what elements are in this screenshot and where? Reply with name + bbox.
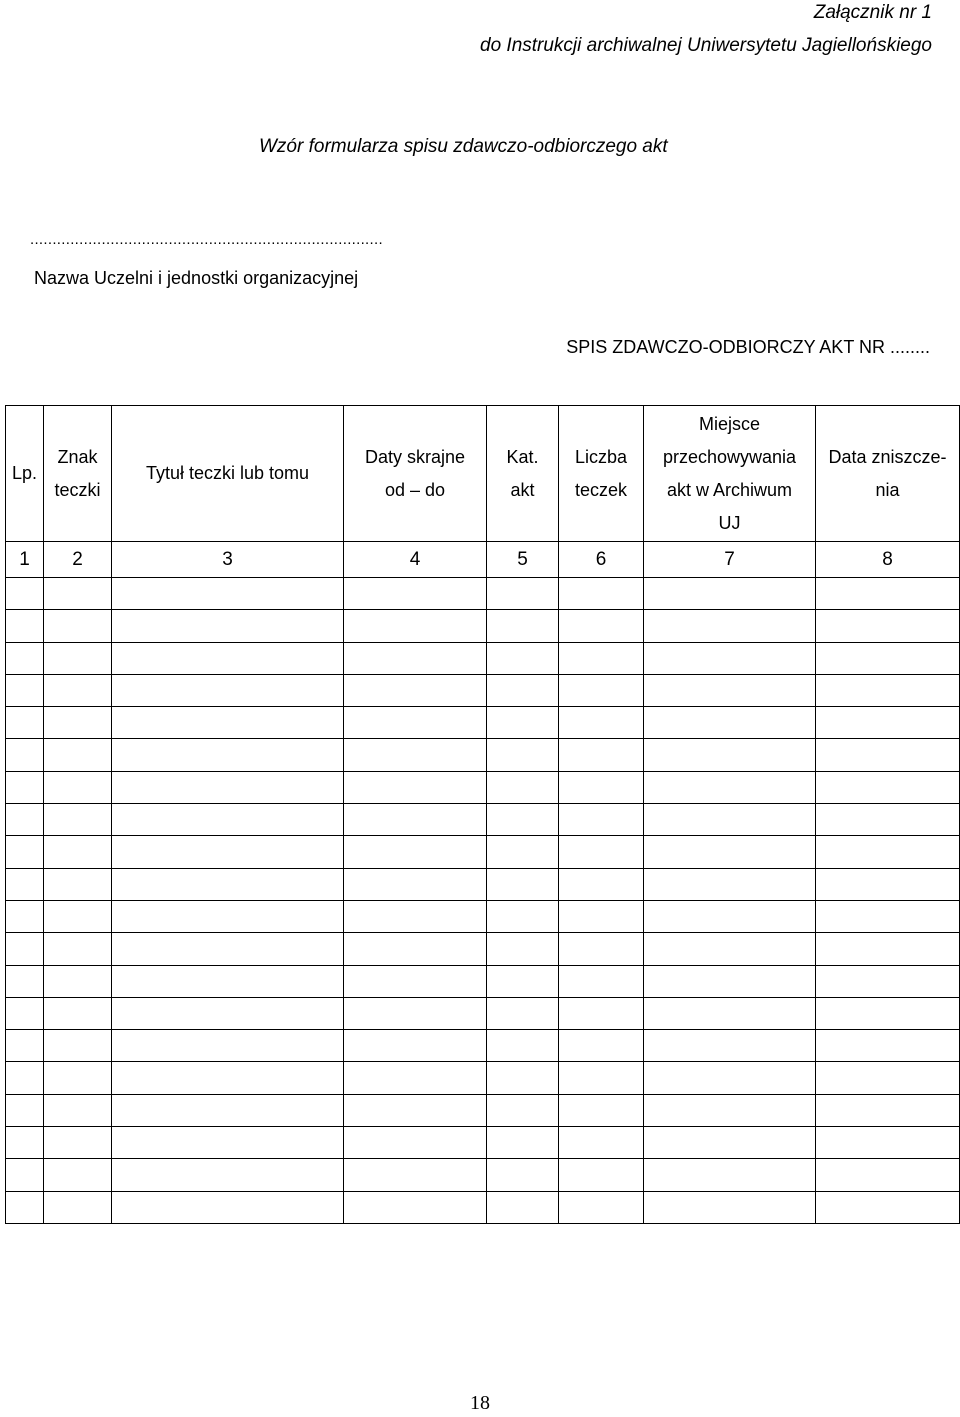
table-cell[interactable] xyxy=(344,836,487,868)
table-cell[interactable] xyxy=(816,1159,960,1191)
table-cell[interactable] xyxy=(112,739,344,771)
column-number-3: 3 xyxy=(112,542,344,578)
table-cell[interactable] xyxy=(487,610,559,642)
column-number-8: 8 xyxy=(816,542,960,578)
table-row xyxy=(6,642,960,674)
column-header-line: Znak xyxy=(57,446,98,467)
table-cell[interactable] xyxy=(44,1094,112,1126)
column-header-4 xyxy=(344,406,487,542)
column-number-5: 5 xyxy=(487,542,559,578)
table-cell[interactable] xyxy=(344,868,487,900)
column-header-line: Tytuł teczki lub tomu xyxy=(145,463,310,483)
table-cell[interactable] xyxy=(816,578,960,610)
table-row xyxy=(6,610,960,642)
column-header-line: od – do xyxy=(384,479,446,500)
table-cell[interactable] xyxy=(487,707,559,739)
table-cell[interactable] xyxy=(112,900,344,932)
table-cell[interactable] xyxy=(487,900,559,932)
table-cell[interactable] xyxy=(344,771,487,803)
table-cell[interactable] xyxy=(644,1159,816,1191)
table-row xyxy=(6,1127,960,1159)
table-cell[interactable] xyxy=(487,933,559,965)
table-cell[interactable] xyxy=(344,739,487,771)
table-cell[interactable] xyxy=(344,707,487,739)
column-header-6 xyxy=(559,406,644,542)
table-row xyxy=(6,1094,960,1126)
table-cell[interactable] xyxy=(559,1030,644,1062)
table-cell[interactable] xyxy=(816,997,960,1029)
column-header-3 xyxy=(112,406,344,542)
table-cell[interactable] xyxy=(44,1191,112,1223)
table-cell[interactable] xyxy=(112,965,344,997)
table-cell[interactable] xyxy=(644,578,816,610)
table-cell[interactable] xyxy=(816,1062,960,1094)
table-cell[interactable] xyxy=(112,868,344,900)
table-cell[interactable] xyxy=(816,739,960,771)
table-row xyxy=(6,1159,960,1191)
table-cell[interactable] xyxy=(559,1127,644,1159)
table-cell[interactable] xyxy=(487,1159,559,1191)
table-cell[interactable] xyxy=(112,1127,344,1159)
table-cell[interactable] xyxy=(816,965,960,997)
table-cell[interactable] xyxy=(559,1191,644,1223)
table-cell[interactable] xyxy=(112,771,344,803)
table-cell[interactable] xyxy=(112,707,344,739)
table-cell[interactable] xyxy=(344,578,487,610)
table-cell[interactable] xyxy=(644,707,816,739)
table-cell[interactable] xyxy=(6,965,44,997)
column-header-line: Liczba xyxy=(574,446,628,467)
table-cell[interactable] xyxy=(644,610,816,642)
table-cell[interactable] xyxy=(112,1030,344,1062)
table-cell[interactable] xyxy=(816,933,960,965)
table-cell[interactable] xyxy=(487,1127,559,1159)
table-row xyxy=(6,578,960,610)
table-cell[interactable] xyxy=(816,610,960,642)
table-cell[interactable] xyxy=(816,674,960,706)
column-header-1 xyxy=(6,406,44,542)
table-row xyxy=(6,1030,960,1062)
table-cell[interactable] xyxy=(559,836,644,868)
table-cell[interactable] xyxy=(6,739,44,771)
table-cell[interactable] xyxy=(44,900,112,932)
table-cell[interactable] xyxy=(44,1030,112,1062)
table-cell[interactable] xyxy=(6,997,44,1029)
column-header-2 xyxy=(44,406,112,542)
table-cell[interactable] xyxy=(44,739,112,771)
table-cell[interactable] xyxy=(487,739,559,771)
table-cell[interactable] xyxy=(6,836,44,868)
table-cell[interactable] xyxy=(559,578,644,610)
table-cell[interactable] xyxy=(644,674,816,706)
table-cell[interactable] xyxy=(44,868,112,900)
table-cell[interactable] xyxy=(44,1159,112,1191)
table-cell[interactable] xyxy=(44,804,112,836)
column-header-line: Data zniszcze- xyxy=(828,446,947,467)
table-cell[interactable] xyxy=(559,997,644,1029)
table-row xyxy=(6,804,960,836)
column-header-line: Lp. xyxy=(11,463,38,483)
table-cell[interactable] xyxy=(112,674,344,706)
table-row xyxy=(6,771,960,803)
table-cell[interactable] xyxy=(6,1191,44,1223)
page-number: 18 xyxy=(470,1392,490,1414)
table-cell[interactable] xyxy=(816,771,960,803)
table-cell[interactable] xyxy=(44,997,112,1029)
table-cell[interactable] xyxy=(816,1127,960,1159)
records-table xyxy=(5,405,960,1224)
column-header-line: akt w Archiwum xyxy=(666,479,793,500)
table-cell[interactable] xyxy=(344,933,487,965)
table-cell[interactable] xyxy=(559,707,644,739)
table-cell[interactable] xyxy=(487,997,559,1029)
table-cell[interactable] xyxy=(112,933,344,965)
table-cell[interactable] xyxy=(644,868,816,900)
table-cell[interactable] xyxy=(6,578,44,610)
table-cell[interactable] xyxy=(6,933,44,965)
table-cell[interactable] xyxy=(559,610,644,642)
table-row xyxy=(6,965,960,997)
table-cell[interactable] xyxy=(6,1159,44,1191)
table-cell[interactable] xyxy=(112,642,344,674)
table-cell[interactable] xyxy=(816,804,960,836)
table-cell[interactable] xyxy=(487,674,559,706)
unit-name-label: Nazwa Uczelni i jednostki organizacyjnej xyxy=(34,268,359,288)
table-cell[interactable] xyxy=(44,836,112,868)
column-number-2: 2 xyxy=(44,542,112,578)
table-cell[interactable] xyxy=(644,771,816,803)
table-cell[interactable] xyxy=(816,1094,960,1126)
table-cell[interactable] xyxy=(487,1062,559,1094)
column-header-line: teczki xyxy=(54,479,101,500)
table-cell[interactable] xyxy=(44,965,112,997)
table-cell[interactable] xyxy=(644,1030,816,1062)
table-cell[interactable] xyxy=(112,1094,344,1126)
table-cell[interactable] xyxy=(344,997,487,1029)
table-cell[interactable] xyxy=(487,804,559,836)
table-cell[interactable] xyxy=(6,1094,44,1126)
table-cell[interactable] xyxy=(6,771,44,803)
table-cell[interactable] xyxy=(44,642,112,674)
column-header-line: akt xyxy=(510,479,535,500)
table-row xyxy=(6,997,960,1029)
table-cell[interactable] xyxy=(559,1094,644,1126)
table-cell[interactable] xyxy=(44,707,112,739)
table-row xyxy=(6,1062,960,1094)
table-cell[interactable] xyxy=(112,1191,344,1223)
table-row xyxy=(6,739,960,771)
table-cell[interactable] xyxy=(487,642,559,674)
column-header-8 xyxy=(816,406,960,542)
table-cell[interactable] xyxy=(112,610,344,642)
table-cell[interactable] xyxy=(6,707,44,739)
table-cell[interactable] xyxy=(44,1062,112,1094)
table-cell[interactable] xyxy=(559,1159,644,1191)
column-header-line: Miejsce xyxy=(698,413,760,434)
table-cell[interactable] xyxy=(44,771,112,803)
table-cell[interactable] xyxy=(6,1062,44,1094)
table-cell[interactable] xyxy=(487,868,559,900)
table-cell[interactable] xyxy=(487,965,559,997)
table-row xyxy=(6,1191,960,1223)
column-number-6: 6 xyxy=(559,542,644,578)
annex-number: Załącznik nr 1 xyxy=(813,2,932,23)
table-cell[interactable] xyxy=(344,1191,487,1223)
table-cell[interactable] xyxy=(6,610,44,642)
table-cell[interactable] xyxy=(559,642,644,674)
column-number-7: 7 xyxy=(644,542,816,578)
table-cell[interactable] xyxy=(344,1127,487,1159)
column-header-line: UJ xyxy=(718,512,741,533)
column-header-line: teczek xyxy=(574,479,628,500)
table-cell[interactable] xyxy=(6,868,44,900)
table-cell[interactable] xyxy=(44,1127,112,1159)
table-cell[interactable] xyxy=(112,1062,344,1094)
table-row xyxy=(6,674,960,706)
column-header-line: przechowywania xyxy=(662,446,797,467)
table-cell[interactable] xyxy=(644,836,816,868)
column-header-line: Kat. xyxy=(506,446,539,467)
table-row xyxy=(6,836,960,868)
table-cell[interactable] xyxy=(644,900,816,932)
unit-name-fill-line: ............................................................................... xyxy=(30,231,383,248)
table-cell[interactable] xyxy=(644,642,816,674)
table-cell[interactable] xyxy=(112,836,344,868)
table-cell[interactable] xyxy=(44,578,112,610)
table-cell[interactable] xyxy=(344,1062,487,1094)
table-cell[interactable] xyxy=(112,1159,344,1191)
table-cell[interactable] xyxy=(487,836,559,868)
list-title: SPIS ZDAWCZO-ODBIORCZY AKT NR ........ xyxy=(566,337,930,357)
column-header-7 xyxy=(644,406,816,542)
table-cell[interactable] xyxy=(344,1094,487,1126)
table-cell[interactable] xyxy=(559,933,644,965)
table-cell[interactable] xyxy=(344,610,487,642)
table-cell[interactable] xyxy=(816,836,960,868)
table-cell[interactable] xyxy=(44,610,112,642)
column-header-5 xyxy=(487,406,559,542)
table-cell[interactable] xyxy=(344,900,487,932)
table-cell[interactable] xyxy=(644,933,816,965)
table-cell[interactable] xyxy=(559,739,644,771)
table-cell[interactable] xyxy=(344,642,487,674)
table-row xyxy=(6,707,960,739)
column-number-4: 4 xyxy=(344,542,487,578)
column-header-line: nia xyxy=(875,479,900,500)
table-cell[interactable] xyxy=(487,1030,559,1062)
table-cell[interactable] xyxy=(44,674,112,706)
table-row xyxy=(6,868,960,900)
table-cell[interactable] xyxy=(344,804,487,836)
table-cell[interactable] xyxy=(6,642,44,674)
table-cell[interactable] xyxy=(816,1030,960,1062)
table-cell[interactable] xyxy=(816,1191,960,1223)
table-cell[interactable] xyxy=(487,1191,559,1223)
table-header-row xyxy=(6,406,960,542)
table-cell[interactable] xyxy=(112,578,344,610)
table-cell[interactable] xyxy=(644,1094,816,1126)
table-cell[interactable] xyxy=(6,804,44,836)
table-cell[interactable] xyxy=(816,900,960,932)
table-cell[interactable] xyxy=(644,739,816,771)
table-cell[interactable] xyxy=(559,1062,644,1094)
column-number-row xyxy=(6,542,960,578)
table-row xyxy=(6,933,960,965)
table-cell[interactable] xyxy=(487,578,559,610)
table-cell[interactable] xyxy=(644,965,816,997)
table-cell[interactable] xyxy=(6,674,44,706)
table-cell[interactable] xyxy=(344,674,487,706)
table-cell[interactable] xyxy=(816,707,960,739)
annex-reference: do Instrukcji archiwalnej Uniwersytetu Jagiellońskiego xyxy=(480,35,932,56)
table-cell[interactable] xyxy=(344,965,487,997)
table-cell[interactable] xyxy=(487,1094,559,1126)
table-row xyxy=(6,900,960,932)
table-cell[interactable] xyxy=(344,1030,487,1062)
table-cell[interactable] xyxy=(644,997,816,1029)
table-cell[interactable] xyxy=(644,1127,816,1159)
table-cell[interactable] xyxy=(644,1191,816,1223)
column-header-line: Daty skrajne xyxy=(364,446,466,467)
table-cell[interactable] xyxy=(6,900,44,932)
table-cell[interactable] xyxy=(6,1030,44,1062)
table-cell[interactable] xyxy=(559,674,644,706)
table-cell[interactable] xyxy=(559,771,644,803)
table-cell[interactable] xyxy=(6,1127,44,1159)
table-cell[interactable] xyxy=(112,804,344,836)
table-cell[interactable] xyxy=(559,868,644,900)
table-cell[interactable] xyxy=(816,868,960,900)
column-number-1: 1 xyxy=(6,542,44,578)
table-cell[interactable] xyxy=(344,1159,487,1191)
table-cell[interactable] xyxy=(816,642,960,674)
form-title: Wzór formularza spisu zdawczo-odbiorczego akt xyxy=(259,136,668,157)
table-cell[interactable] xyxy=(112,997,344,1029)
table-cell[interactable] xyxy=(644,1062,816,1094)
table-cell[interactable] xyxy=(44,933,112,965)
table-cell[interactable] xyxy=(559,900,644,932)
table-cell[interactable] xyxy=(559,804,644,836)
table-cell[interactable] xyxy=(644,804,816,836)
table-cell[interactable] xyxy=(559,965,644,997)
table-cell[interactable] xyxy=(487,771,559,803)
